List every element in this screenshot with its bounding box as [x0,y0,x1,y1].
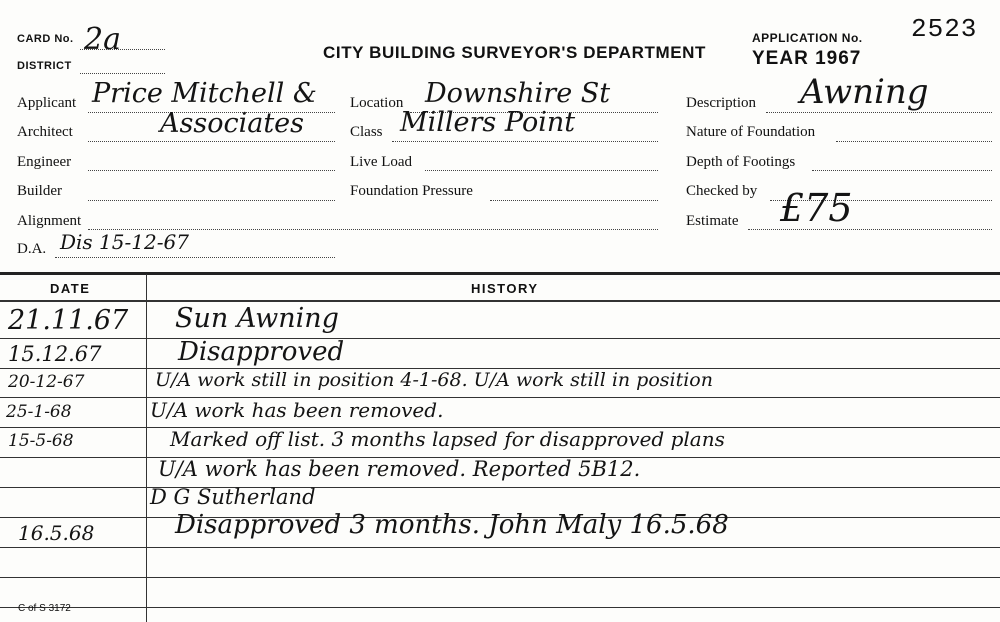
history-date: 15.12.67 [8,342,102,366]
column-divider [146,274,147,622]
year-label: YEAR 1967 [752,48,862,69]
history-date: 20-12-67 [8,372,85,392]
history-date: 15-5-68 [8,431,74,451]
application-no-value: 2523 [911,14,978,44]
form-code: C of S 3172 [18,603,71,614]
history-date: 21.11.67 [8,305,129,336]
location-label: Location [350,95,404,111]
description-value: Awning [800,72,929,112]
history-entry: D G Sutherland [150,485,316,509]
nature-of-foundation-label: Nature of Foundation [686,124,816,140]
history-entry: Marked off list. 3 months lapsed for disapproved plans [170,427,725,451]
da-value: Dis 15-12-67 [60,230,189,254]
history-entry: Disapproved [178,337,345,367]
card-no-value: 2a [84,22,121,57]
history-entry: U/A work has been removed. Reported 5B12. [158,457,641,481]
table-header-rule [0,300,1000,302]
application-no-label: APPLICATION No. [752,31,863,45]
date-column-header: DATE [50,281,91,296]
builder-label: Builder [17,183,62,199]
history-entry: U/A work still in position 4-1-68. U/A work still in position [155,369,713,391]
applicant-value: Price Mitchell & [92,78,317,109]
section-divider [0,272,1000,275]
location-value: Downshire St [425,78,611,109]
estimate-label: Estimate [686,213,739,229]
alignment-label: Alignment [17,213,82,229]
history-date: 25-1-68 [6,402,72,422]
engineer-label: Engineer [17,154,72,170]
history-entry: U/A work has been removed. [150,398,444,422]
da-label: D.A. [17,241,47,257]
live-load-label: Live Load [350,154,413,170]
district-label: DISTRICT [17,60,72,72]
department-title: CITY BUILDING SURVEYOR'S DEPARTMENT [323,43,707,62]
history-entry: Sun Awning [175,303,339,334]
architect-label: Architect [17,124,73,140]
class-value: Millers Point [400,107,576,138]
applicant-label: Applicant [17,95,77,111]
history-date: 16.5.68 [18,521,95,545]
description-label: Description [686,95,756,111]
card-no-label: CARD No. [17,33,74,45]
history-entry: Disapproved 3 months. John Maly 16.5.68 [175,510,729,540]
architect-value: Associates [160,108,305,139]
class-label: Class [350,124,383,140]
foundation-pressure-label: Foundation Pressure [350,183,473,199]
depth-of-footings-label: Depth of Footings [686,154,796,170]
history-column-header: HISTORY [471,281,539,296]
estimate-value: £75 [780,186,853,230]
checked-by-label: Checked by [686,183,758,199]
